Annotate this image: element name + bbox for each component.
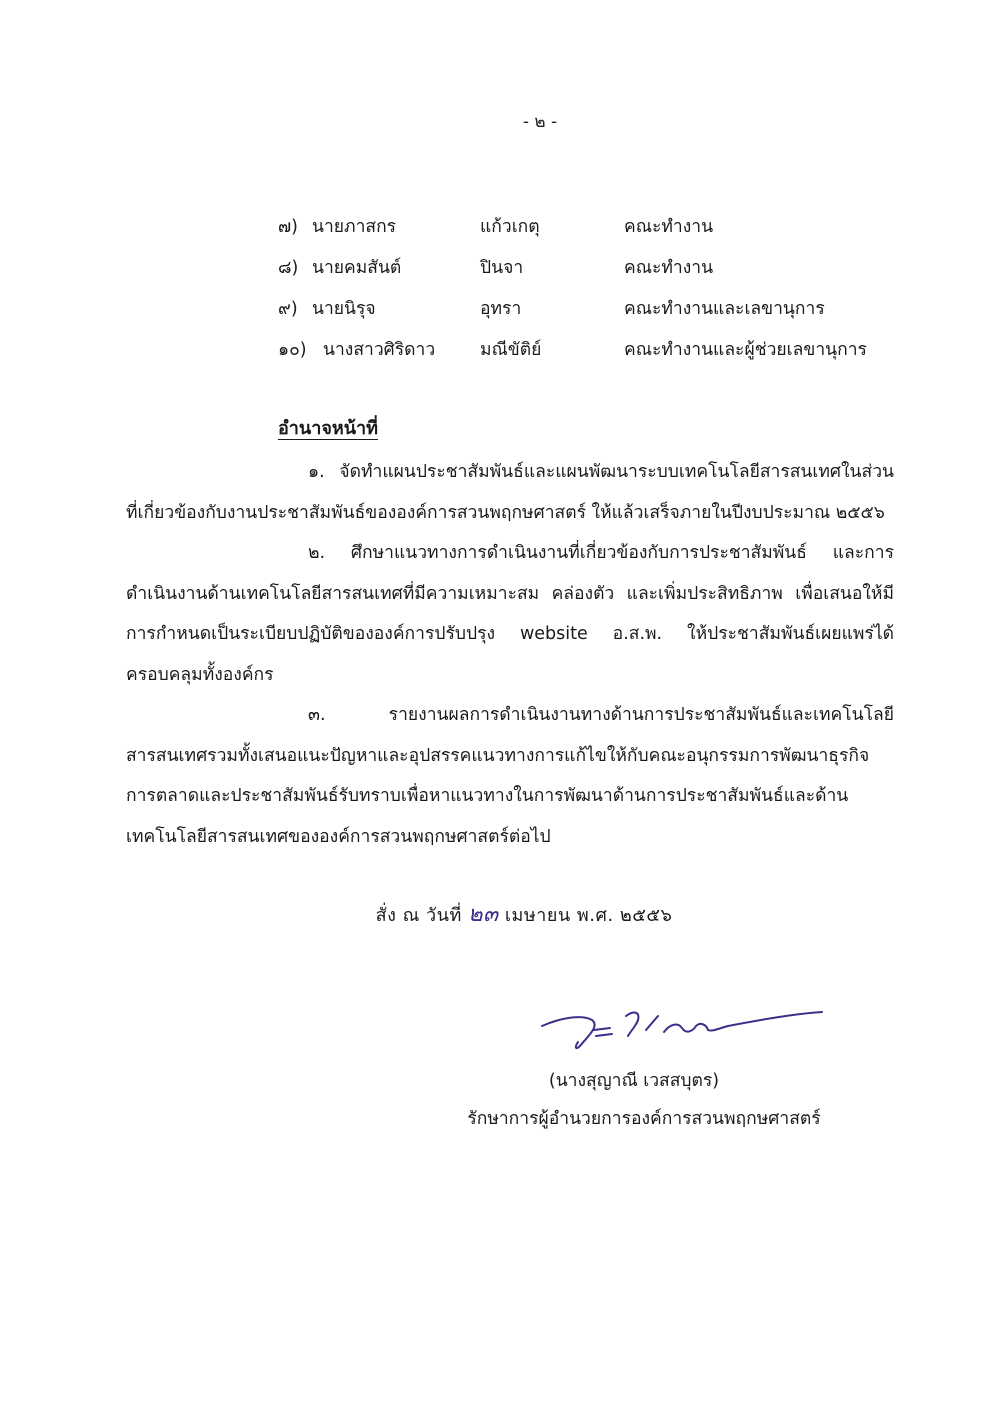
member-role: คณะทำงานและผู้ช่วยเลขานุการ: [624, 340, 867, 360]
member-row: [278, 253, 918, 294]
member-first-name: นางสาวศิริดาว: [323, 340, 436, 360]
duties-list: [126, 452, 894, 857]
duty-item: ๒. ศึกษาแนวทางการดำเนินงานที่เกี่ยวข้องกับการประชาสัมพันธ์ และการดำเนินงานด้านเทคโนโลยีสารสนเทศที่มีความเหมาะสม คล่องตัว และเพิ่มประสิทธิภาพ เพื่อเสนอให้มีการกำหนดเป็นระเบียบปฏิบัติขององค์การปรับปรุง website อ.ส.พ. ให้ประชาสัมพันธ์เผยแพร่ได้ครอบคลุมทั้งองค์กร: [126, 543, 894, 685]
handwritten-signature: [530, 996, 830, 1058]
order-date-day: ๒๓: [468, 902, 499, 927]
member-role: คณะทำงาน: [624, 258, 714, 278]
member-number: ๘): [278, 258, 299, 278]
member-last-name: ปินจา: [480, 258, 524, 278]
member-role: คณะทำงานและเลขานุการ: [624, 299, 825, 319]
member-first-name: นายภาสกร: [312, 217, 397, 237]
member-number: ๑๐): [278, 340, 307, 360]
member-first-name: นายนิรุจ: [312, 299, 376, 319]
member-role: คณะทำงาน: [624, 217, 714, 237]
order-date: [0, 898, 1000, 933]
duty-item: ๓. รายงานผลการดำเนินงานทางด้านการประชาสัมพันธ์และเทคโนโลยีสารสนเทศรวมทั้งเสนอแนะปัญหาและอุปสรรคแนวทางการแก้ไขให้กับคณะอนุกรรมการพัฒนาธุรกิจการตลาดและประชาสัมพันธ์รับทราบเพื่อหาแนวทางในการพัฒนาด้านการประชาสัมพันธ์และด้านเทคโนโลยีสารสนเทศขององค์การสวนพฤกษศาสตร์ต่อไป: [126, 705, 894, 847]
page-number: - ๒ -: [522, 112, 558, 132]
member-number: ๙): [278, 299, 298, 319]
duty-item: ๑. จัดทำแผนประชาสัมพันธ์และแผนพัฒนาระบบเทคโนโลยีสารสนเทศในส่วนที่เกี่ยวข้องกับงานประชาสัมพันธ์ขององค์การสวนพฤกษศาสตร์ ให้แล้วเสร็จภายในปีงบประมาณ ๒๕๕๖: [126, 462, 894, 523]
signer-name: (นางสุญาณี เวสสบุตร): [548, 1071, 720, 1091]
member-last-name: อุทรา: [480, 299, 522, 319]
order-date-suffix: เมษายน พ.ศ. ๒๕๕๖: [504, 905, 673, 926]
order-date-prefix: สั่ง ณ วันที่: [375, 905, 462, 926]
member-last-name: มณีขัติย์: [480, 340, 542, 360]
member-first-name: นายคมสันต์: [312, 258, 402, 278]
duties-heading: อำนาจหน้าที่: [278, 418, 379, 439]
member-list: [278, 212, 918, 376]
member-number: ๗): [278, 217, 298, 237]
member-row: [278, 212, 918, 253]
member-row: [278, 294, 918, 335]
member-row: [278, 335, 918, 376]
member-last-name: แก้วเกตุ: [480, 217, 540, 237]
signer-title: รักษาการผู้อำนวยการองค์การสวนพฤกษศาสตร์: [467, 1109, 821, 1129]
